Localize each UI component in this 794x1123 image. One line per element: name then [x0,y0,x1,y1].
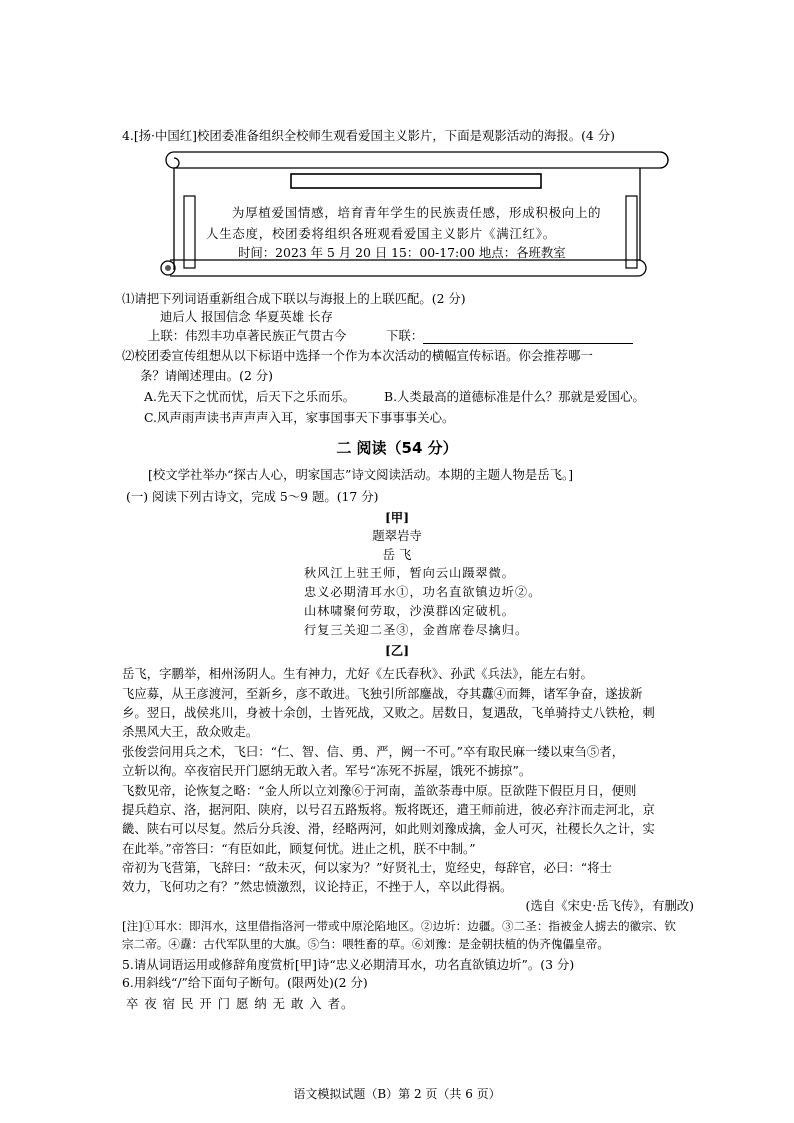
poem-title: 题翠岩寺 [372,528,422,543]
prose-line: 帝初为飞营第，飞辞曰：“敌未灭，何以家为？”好贤礼士，览经史，每辞官，必曰：“将士 [122,860,612,875]
question-6: 6.用斜线“/”给下面句子断句。(限两处)(2 分) [122,975,368,990]
note-line-1: [注]①耳水：即洱水，这里借指洛河一带或中原沦陷地区。②边圻：边疆。③二圣：指被金人掳去的徽宗、钦 [122,919,676,933]
lower-couplet-blank[interactable] [423,331,633,344]
option-c: C.风声雨声读书声声声入耳，家事国事天下事事事关心。 [144,410,455,425]
page-footer: 语文模拟试题（B）第 2 页（共 6 页） [293,1087,501,1101]
prose-line: 张俊尝问用兵之术，飞曰：“仁、智、信、勇、严，阙一不可。”卒有取民麻一缕以束刍⑤者， [122,744,625,759]
question-5: 5.请从词语运用或修辞角度赏析[甲]诗“忠义必期清耳水，功名直欲镇边圻”。(3 分) [122,957,575,972]
word-list: 迪后人 报国信念 华夏英雄 长存 [160,309,333,324]
prose-line: 畿、陕右可以尽复。然后分兵浚、滑，经略两河，如此则刘豫成擒，金人可灭，社稷长久之计，实 [122,821,655,836]
poem-line: 秋风江上驻王师，暂向云山蹑翠微。 [304,566,515,580]
part-1-instruction: (一) 阅读下列古诗文，完成 5～9 题。(17 分) [126,489,379,504]
prose-line: 岳飞，字鹏举，相州汤阴人。生有神力，尤好《左氏春秋》、孙武《兵法》，能左右射。 [122,666,593,681]
question-4-sub1: ⑴请把下列词语重新组合成下联以与海报上的上联匹配。(2 分) [122,291,466,306]
poster-text-line2: 人生态度，校团委将组织各班观看爱国主义影片《满江红》。 [206,226,556,241]
option-b: B.人类最高的道德标准是什么？那就是爱国心。 [384,389,645,404]
question-4-intro: 4.[扬·中国红]校团委准备组织全校师生观看爱国主义影片，下面是观影活动的海报。(4 分) [122,128,615,143]
lower-couplet-label: 下联： [386,328,424,343]
poem-line: 行复三关迎二圣③，金酋席卷尽擒归。 [304,623,529,637]
prose-line: 在此举。”帝答曰：“有臣如此，顾复何忧。进止之机，朕不中制。” [122,841,476,856]
poem-line: 忠义必期清耳水①，功名直欲镇边圻②。 [304,585,542,599]
poster-text-line3: 时间：2023 年 5 月 20 日 15：00-17:00 地点：各班教室 [238,245,566,260]
prose-line: 飞数见帝，论恢复之略：“金人所以立刘豫⑥于河南，盖欲荼毒中原。臣欲陛下假臣月日，便则 [122,783,637,798]
prose-line: 提兵趋京、洛，据河阳、陕府，以号召五路叛将。叛将既还，遣王师前进，彼必弃汴而走河北，京 [122,802,655,817]
prose-line: 杀黑风大王，敌众败走。 [122,724,259,739]
label-yi: [乙] [384,643,410,658]
prose-line: 效力，飞何功之有？”然忠愤激烈，议论持正，不挫于人，卒以此得祸。 [122,879,513,894]
poem-line: 山林啸聚何劳取，沙漠群凶定破机。 [304,604,515,618]
poster-text-line1: 为厚植爱国情感，培育青年学生的民族责任感，形成积极向上的 [232,205,602,220]
source-citation: (选自《宋史·岳飞传》，有删改) [525,898,694,913]
upper-couplet: 上联：伟烈丰功卓著民族正气贯古今 [148,328,347,343]
option-a: A.先天下之忧而忧，后天下之乐而乐。 [144,389,356,404]
section-heading: 二 阅读（54 分） [336,439,458,457]
label-jia: [甲] [384,510,410,525]
question-6-sentence: 卒 夜 宿 民 开 门 愿 纳 无 敢 入 者。 [126,996,355,1011]
question-4-sub2-line2: 条？请阐述理由。(2 分) [140,368,274,383]
prose-line: 乡。翌日，战侯兆川，身被十余创，士皆死战，又败之。居数日，复遇敌，飞单骑持丈八铁枪，刺 [122,705,655,720]
note-line-2: 宗二帝。④纛：古代军队里的大旗。⑤刍：喂牲畜的草。⑥刘豫：是金朝扶植的伪齐傀儡皇帝。 [122,937,609,951]
prose-line: 立斩以徇。卒夜宿民开门愿纳无敢入者。军号“冻死不拆屋，饿死不掳掠”。 [122,763,532,778]
question-4-sub2-line1: ⑵校团委宣传组想从以下标语中选择一个作为本次活动的横幅宣传标语。你会推荐哪一 [122,348,593,363]
lower-couplet [386,326,633,344]
poem-author: 岳 飞 [382,547,412,562]
prose-line: 飞应募，从王彦渡河，至新乡，彦不敢进。飞独引所部鏖战，夺其纛④而舞，诸军争奋，遂拔新 [122,686,643,701]
activity-note: [校文学社举办“探古人心，明家国志”诗文阅读活动。本期的主题人物是岳飞。] [148,467,574,482]
